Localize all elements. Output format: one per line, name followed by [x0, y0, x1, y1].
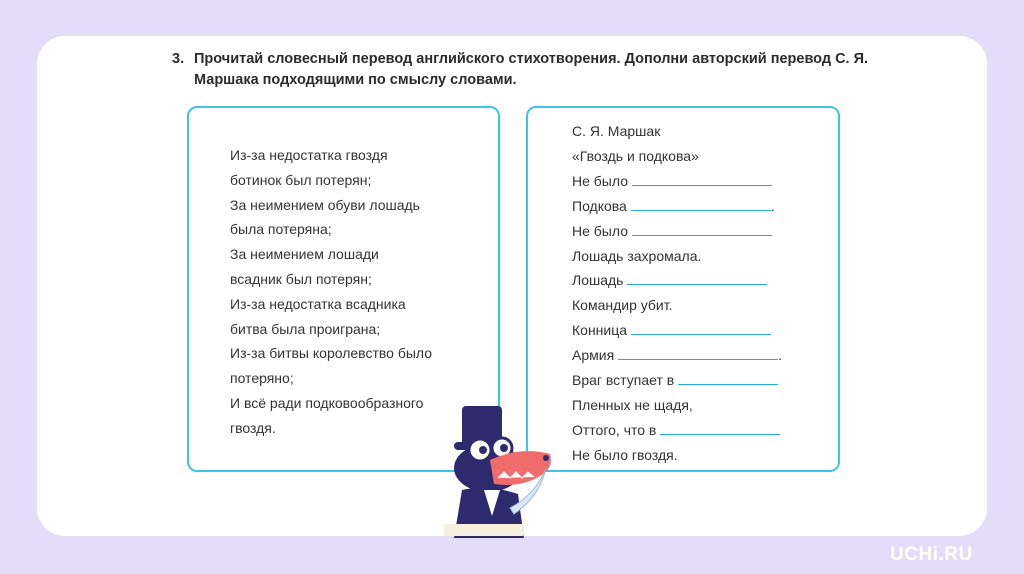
prose-line: За неимением обуви лошадь — [230, 196, 420, 213]
literal-translation-text — [230, 143, 432, 441]
answer-blank[interactable] — [631, 196, 771, 211]
poem-line-with-blank — [572, 343, 782, 368]
task-number: 3. — [172, 51, 185, 67]
answer-blank[interactable] — [660, 420, 780, 435]
poem-line — [572, 293, 782, 318]
poem-line-with-blank — [572, 219, 782, 244]
poem-line-with-blank — [572, 268, 782, 293]
poem-line-punctuation: . — [770, 197, 775, 214]
prose-line: была потеряна; — [230, 221, 332, 238]
poem-line-with-blank — [572, 418, 782, 443]
poem-line-text: Не было — [572, 222, 628, 239]
marshak-poem — [572, 119, 782, 468]
poem-line-with-blank — [572, 169, 782, 194]
prose-line: И всё ради подковообразного — [230, 394, 424, 411]
prose-line: битва была проиграна; — [230, 320, 381, 337]
prose-line: Из-за недостатка всадника — [230, 295, 406, 312]
answer-blank[interactable] — [627, 270, 767, 285]
poem-line-text: С. Я. Маршак — [572, 123, 661, 139]
answer-blank[interactable] — [678, 370, 778, 385]
marshak-translation-box — [526, 106, 840, 472]
prose-line: Из-за битвы королевство было — [230, 345, 433, 362]
answer-blank[interactable] — [618, 345, 778, 360]
poem-line-text: Не было — [572, 172, 628, 189]
poem-line-text: Враг вступает в — [572, 372, 675, 389]
answer-blank[interactable] — [631, 320, 771, 335]
task-instruction — [172, 49, 872, 91]
poem-line — [572, 443, 782, 468]
poem-line-text: «Гвоздь и подкова» — [572, 147, 699, 164]
poem-line-text: Конница — [572, 322, 628, 339]
poem-line-punctuation: . — [778, 347, 783, 364]
prose-line: потеряно; — [230, 370, 294, 387]
prose-line: ботинок был потерян; — [230, 171, 372, 188]
poem-line-text: Лошадь захромала. — [572, 247, 702, 264]
crocodile-in-top-hat-with-quill-icon — [440, 398, 560, 538]
poem-line-text: Подкова — [572, 197, 627, 214]
poem-line — [572, 119, 782, 144]
task-text: Прочитай словесный перевод английского стихотворения. Дополни авторский перевод С. Я. Маршака подходящими по смыслу словами. — [194, 51, 869, 88]
answer-blank[interactable] — [632, 171, 772, 186]
uchi-logo: UCHi.RU — [890, 544, 973, 565]
poem-line — [572, 144, 782, 169]
answer-blank[interactable] — [632, 221, 772, 236]
poem-line-text: Командир убит. — [572, 297, 673, 314]
poem-line-text: Не было гвоздя. — [572, 446, 678, 463]
poem-line-text: Оттого, что в — [572, 421, 657, 438]
prose-line: гвоздя. — [230, 419, 276, 436]
poem-line-with-blank — [572, 368, 782, 393]
poem-line-text: Лошадь — [572, 272, 624, 289]
poem-line-with-blank — [572, 318, 782, 343]
poem-line-text: Армия — [572, 347, 615, 364]
poem-line — [572, 244, 782, 269]
poem-line — [572, 393, 782, 418]
poem-line-with-blank — [572, 194, 782, 219]
poem-line-text: Пленных не щадя, — [572, 396, 693, 413]
prose-line: За неимением лошади — [230, 246, 379, 263]
prose-line: Из-за недостатка гвоздя — [230, 147, 388, 163]
prose-line: всадник был потерян; — [230, 270, 372, 287]
